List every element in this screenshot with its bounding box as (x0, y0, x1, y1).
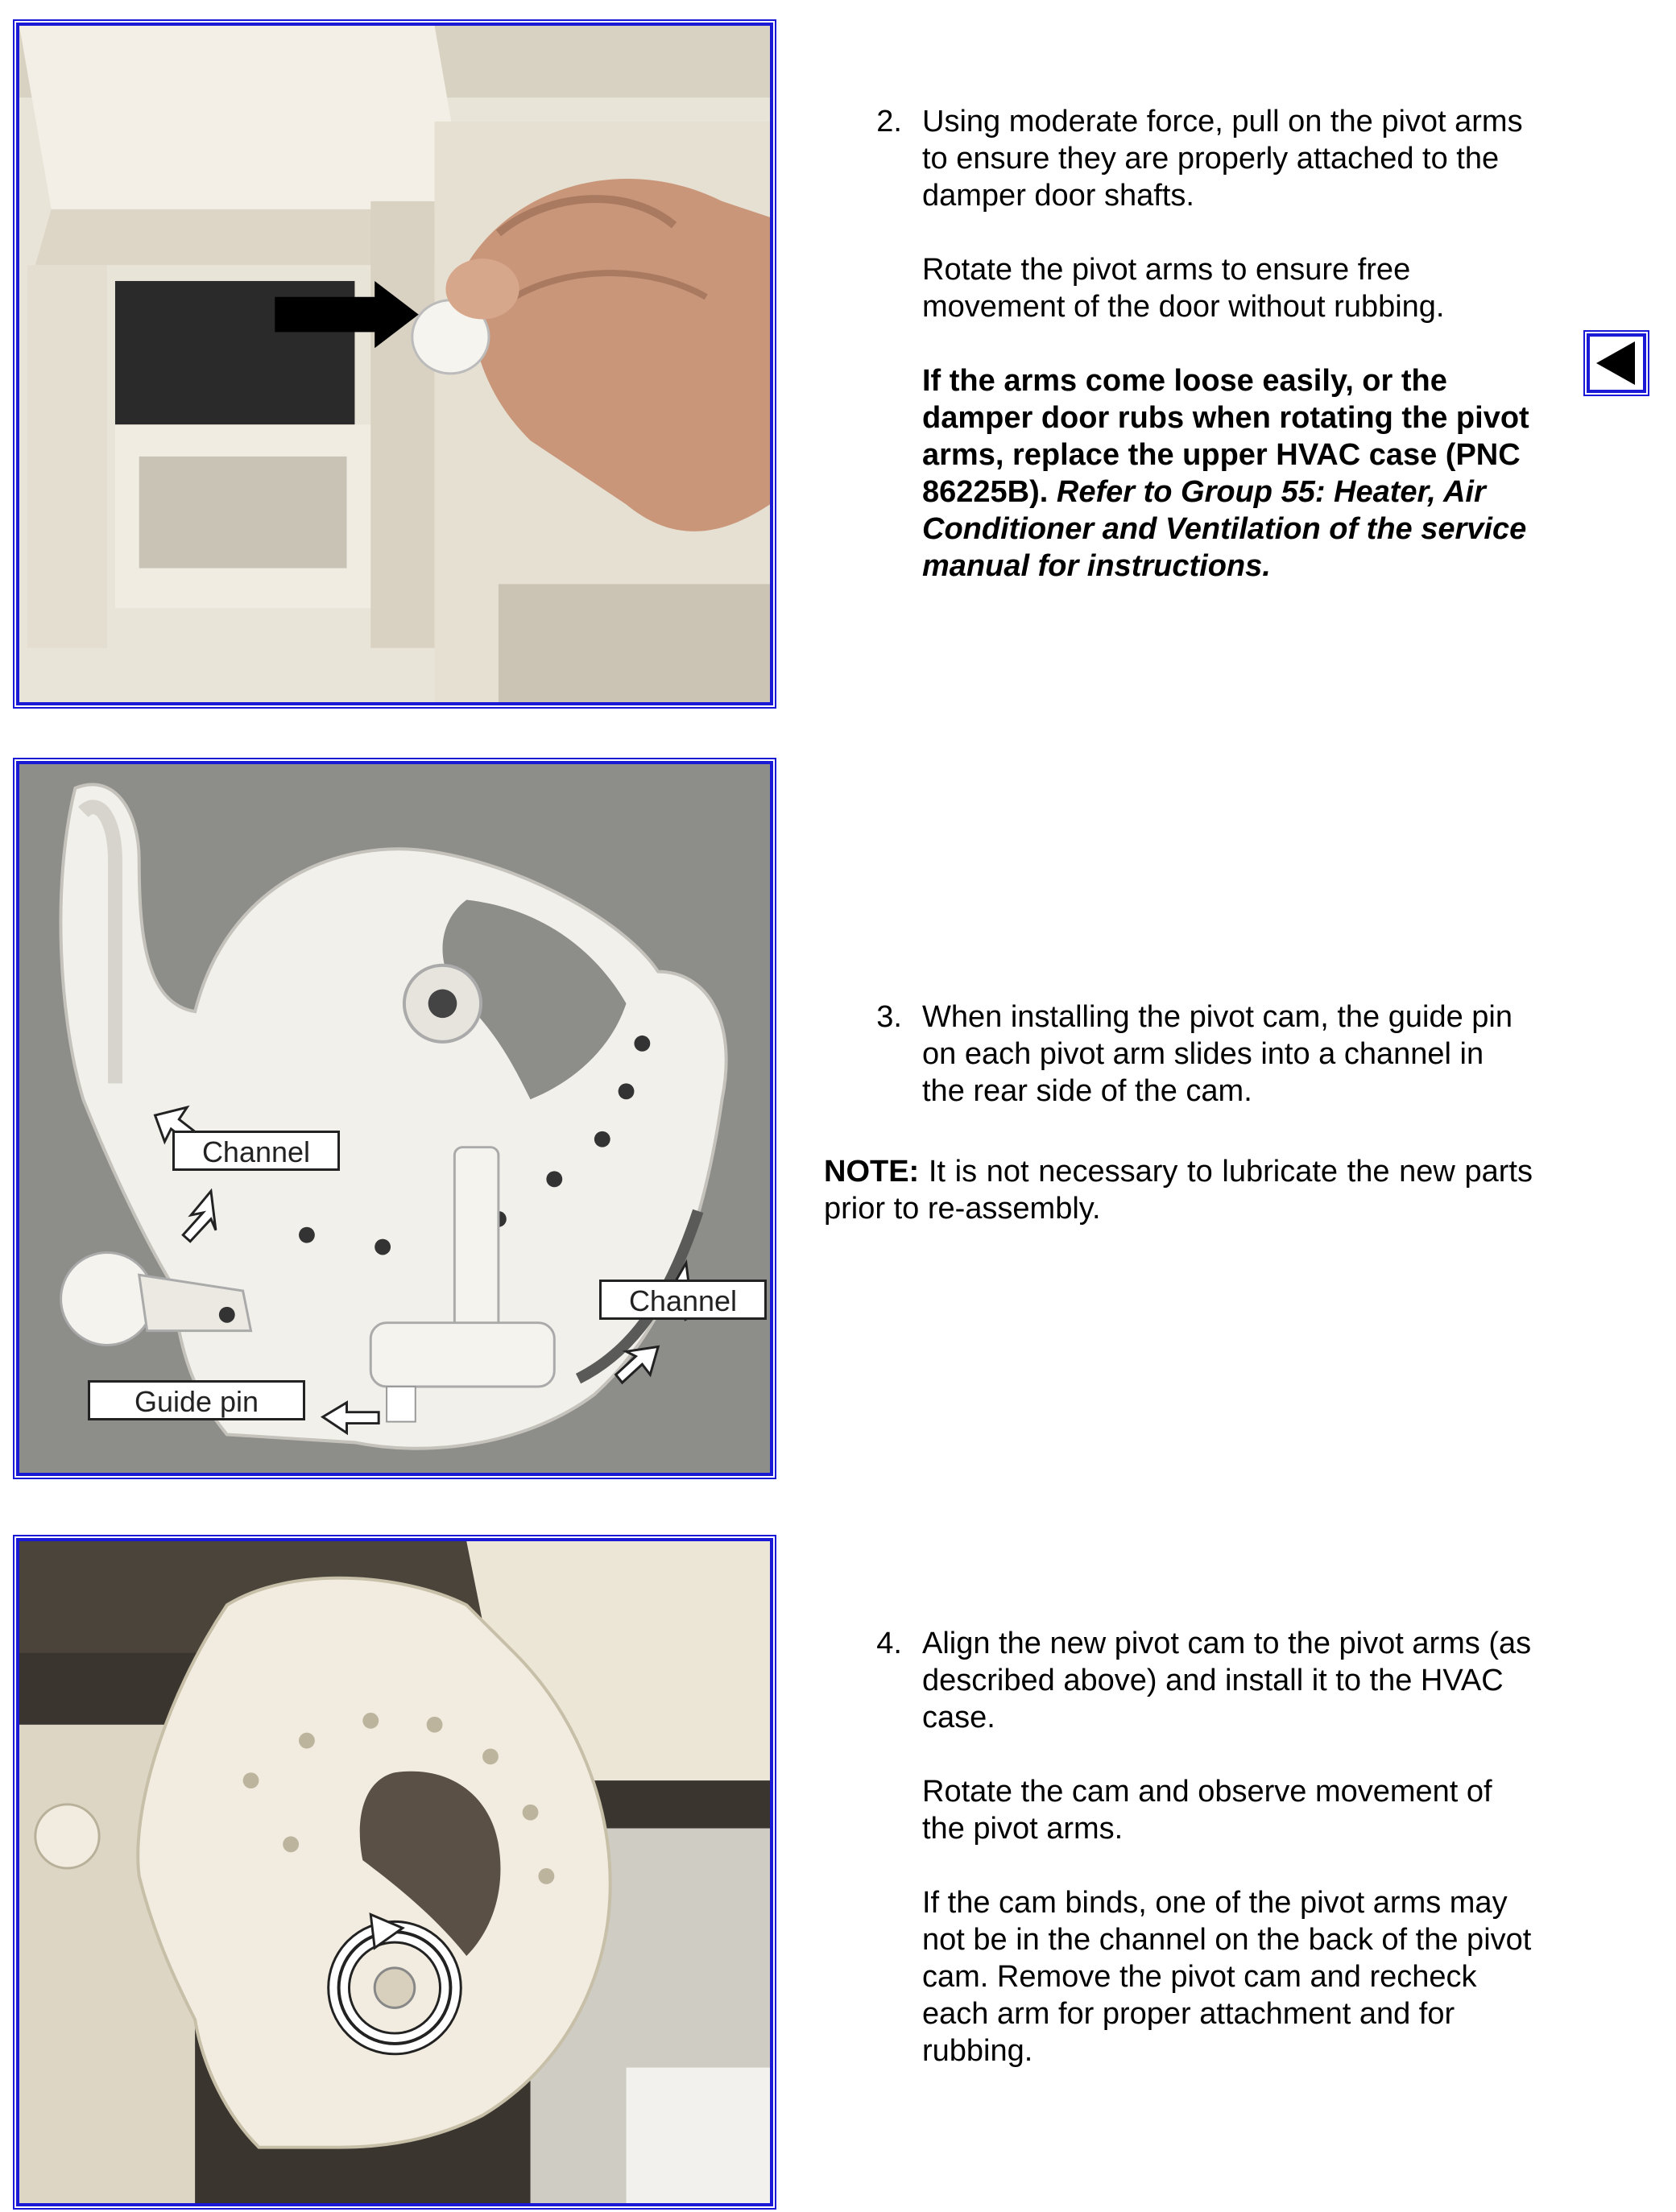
step-paragraph: Rotate the cam and observe movement of the pivot arms. (922, 1775, 1492, 1846)
pivot-arm-photo-illustration (19, 26, 770, 702)
step-number: 2. (876, 105, 902, 139)
step-number: 4. (876, 1627, 902, 1660)
photo-installed-pivot-cam (16, 1538, 773, 2206)
pivot-cam-photo-illustration (19, 764, 770, 1473)
step-paragraph: Rotate the pivot arms to ensure free movement of the door without rubbing. (922, 253, 1445, 324)
callout-guide-pin: Guide pin (88, 1380, 305, 1420)
step-paragraph: When installing the pivot cam, the guide pin on each pivot arm slides into a channel in the rear side of the cam. (922, 1000, 1513, 1108)
note-text: It is not necessary to lubricate the new parts prior to re-assembly. (824, 1155, 1533, 1226)
note-label: NOTE: (824, 1155, 920, 1189)
note (824, 1153, 1533, 1227)
callout-channel-left: Channel (172, 1131, 340, 1171)
step-number: 3. (876, 1000, 902, 1034)
callout-channel-right: Channel (599, 1280, 767, 1320)
warning-paragraph (922, 362, 1534, 585)
step-paragraph: Using moderate force, pull on the pivot arms to ensure they are properly attached to the damper door shafts. (922, 105, 1523, 213)
photo-pivot-cam-channels (16, 761, 773, 1476)
step-body (922, 1625, 1534, 2069)
step-body (922, 999, 1534, 1110)
installed-cam-photo-illustration (19, 1541, 770, 2203)
left-triangle-icon (1590, 337, 1643, 390)
step-paragraph: Align the new pivot cam to the pivot arms (as described above) and install it to the HVAC case. (922, 1627, 1532, 1734)
warning-text: If the arms come loose easily, or the damper door rubs when rotating the pivot arms, replace the upper HVAC case (PNC 86225B). (922, 364, 1529, 509)
reference-text: Refer to Group 55: Heater, Air Conditioner and Ventilation of the service manual for instructions. (922, 475, 1527, 583)
back-nav-button[interactable] (1587, 333, 1646, 393)
step-paragraph: If the cam binds, one of the pivot arms may not be in the channel on the back of the pivot cam. Remove the pivot cam and recheck each arm for proper attachment and for rubbing. (922, 1886, 1532, 2068)
photo-pivot-arm-pull (16, 23, 773, 705)
step-body (922, 103, 1534, 585)
